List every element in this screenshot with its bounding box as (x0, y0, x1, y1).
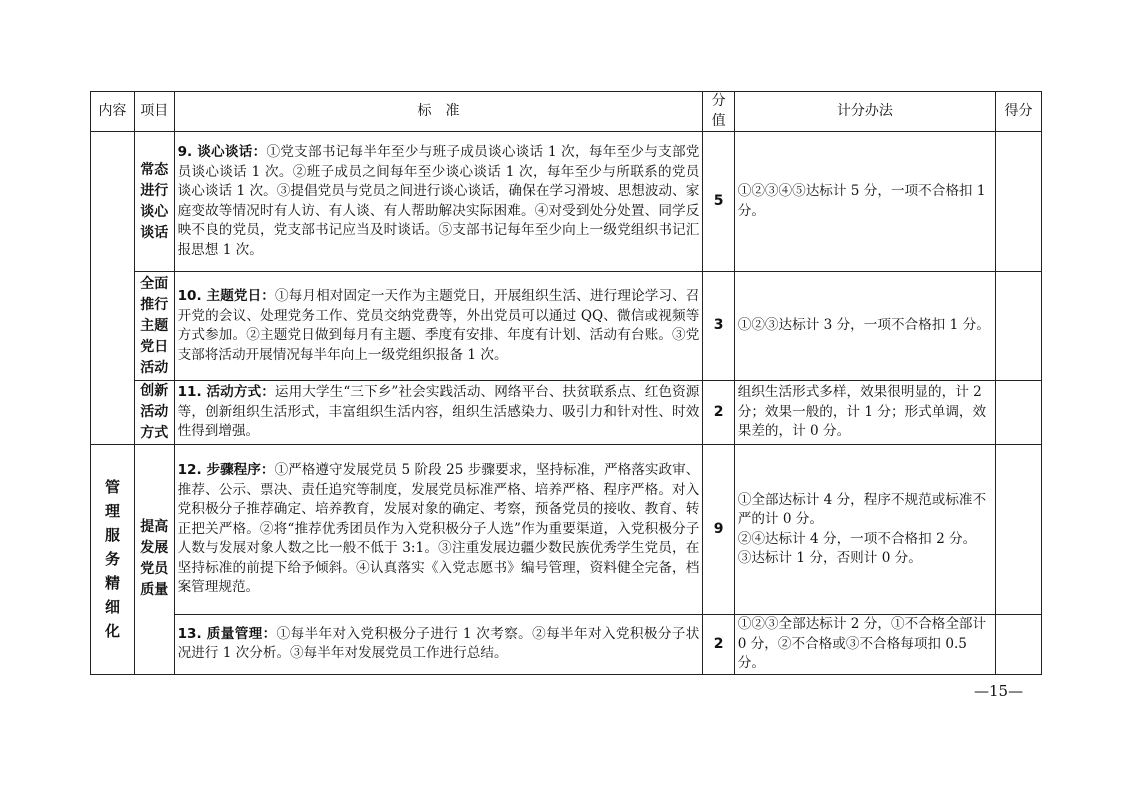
method-line: ③达标计 1 分，否则计 0 分。 (737, 550, 922, 566)
method-cell (734, 445, 995, 615)
content-cell: 管理服务精细化 (91, 445, 135, 675)
header-method: 计分办法 (734, 92, 995, 132)
item-cell: 全面推行主题党日活动 (134, 272, 174, 381)
method-cell: ①②③达标计 3 分，一项不合格扣 1 分。 (734, 272, 995, 381)
standard-cell: 11. 活动方式：运用大学生“三下乡”社会实践活动、网络平台、扶贫联系点、红色资源等，创新组织生活形式，丰富组织生活内容，组织生活感染力、吸引力和针对性、时效性得到增强。 (174, 381, 703, 445)
method-cell: ①②③④⑤达标计 5 分，一项不合格扣 1 分。 (734, 132, 995, 272)
table-row (91, 381, 1042, 445)
standard-cell: 9. 谈心谈话：①党支部书记每半年至少与班子成员谈心谈话 1 次，每年至少与支部党员谈心谈话 1 次。②班子成员之间每年至少谈心谈话 1 次，每年至少与所联系的党员谈心谈话 1 次。③提倡党员与党员之间进行谈心谈话，确保在学习滑坡、思想波动、家庭变故等情况时有人访、有人谈、有人帮助解决实际困难。④对受到处分处置、同学反映不良的党员，党支部书记应当及时谈话。⑤支部书记每年至少向上一级党组织书记汇报思想 1 次。 (174, 132, 703, 272)
score-cell: 9 (703, 445, 734, 615)
method-line: ②④达标计 4 分，一项不合格扣 2 分。 (737, 530, 977, 547)
method-cell: 组织生活形式多样，效果很明显的，计 2 分；效果一般的，计 1 分；形式单调，效果差的，计 0 分。 (734, 381, 995, 445)
score-cell: 5 (703, 132, 734, 272)
got-cell (995, 272, 1041, 381)
score-cell: 2 (703, 381, 734, 445)
header-item: 项目 (134, 92, 174, 132)
item-cell: 创新活动方式 (134, 381, 174, 445)
table-row (91, 132, 1042, 272)
item-cell: 常态进行谈心谈话 (134, 132, 174, 272)
item-cell: 提高发展党员质量 (134, 445, 174, 675)
method-cell: ①②③全部达标计 2 分，①不合格全部计 0 分，②不合格或③不合格每项扣 0.5 分。 (734, 615, 995, 675)
score-cell: 2 (703, 615, 734, 675)
standard-cell: 13. 质量管理：①每半年对入党积极分子进行 1 次考察。②每半年对入党积极分子状况进行 1 次分析。③每半年对发展党员工作进行总结。 (174, 615, 703, 675)
header-row (91, 92, 1042, 132)
header-got: 得分 (995, 92, 1041, 132)
got-cell (995, 132, 1041, 272)
page-number: —15— (974, 682, 1024, 700)
score-cell: 3 (703, 272, 734, 381)
header-standard: 标 准 (174, 92, 703, 132)
got-cell (995, 381, 1041, 445)
standard-cell: 12. 步骤程序：①严格遵守发展党员 5 阶段 25 步骤要求，坚持标准，严格落实政审、推荐、公示、票决、责任追究等制度，发展党员标准严格、培养严格、程序严格。对入党积极分子推荐确定、培养教育，发展对象的确定、考察，预备党员的接收、教育、转正把关严格。②将“推荐优秀团员作为入党积极分子人选”作为重要渠道，入党积极分子人数与发展对象人数之比一般不低于 3:1。③注重发展边疆少数民族优秀学生党员，在坚持标准的前提下给予倾斜。④认真落实《入党志愿书》编号管理，资料健全完备，档案管理规范。 (174, 445, 703, 615)
header-score: 分值 (703, 92, 734, 132)
table-row (91, 615, 1042, 675)
got-cell (995, 615, 1041, 675)
table-row (91, 445, 1042, 615)
got-cell (995, 445, 1041, 615)
standard-cell: 10. 主题党日：①每月相对固定一天作为主题党日，开展组织生活、进行理论学习、召开党的会议、处理党务工作、党员交纳党费等，外出党员可以通过 QQ、微信或视频等方式参加。②主题党日做到每月有主题、季度有安排、年度有计划、活动有台账。③党支部将活动开展情况每半年向上一级党组织报备 1 次。 (174, 272, 703, 381)
table-row (91, 272, 1042, 381)
scoring-table (90, 91, 1042, 675)
header-content: 内容 (91, 92, 135, 132)
method-line: ①全部达标计 4 分，程序不规范或标准不严的计 0 分。 (737, 491, 987, 527)
content-cell (91, 132, 135, 445)
